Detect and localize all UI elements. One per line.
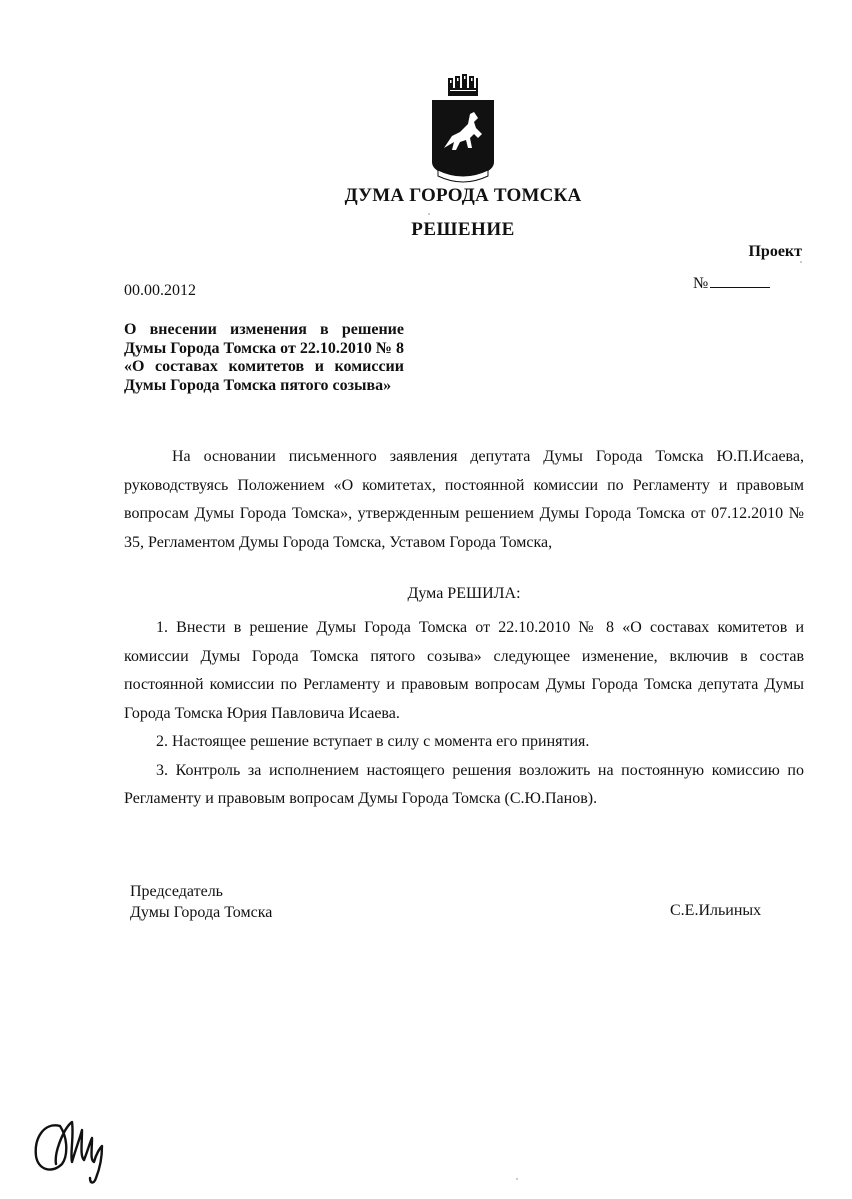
scan-speck (800, 261, 802, 263)
signatory-position-line2: Думы Города Томска (130, 904, 273, 921)
number-label: № (693, 275, 709, 292)
decision-heading: Дума РЕШИЛА: (407, 585, 521, 602)
document-type: РЕШЕНИЕ (411, 219, 515, 240)
scan-speck (428, 213, 430, 215)
organization-title: ДУМА ГОРОДА ТОМСКА (344, 185, 582, 206)
signatory-position (130, 881, 272, 923)
signatory-name: С.Е.Ильиных (670, 902, 762, 919)
document-date: 00.00.2012 (124, 282, 196, 299)
handwritten-signature (30, 1108, 120, 1188)
document-subject: О внесении изменения в решение Думы Города Томска от 22.10.2010 № 8 «О составах комитетов и комиссии Думы Города Томска пятого созыва» (124, 321, 404, 394)
number-blank-line (710, 272, 770, 288)
decision-item: 3. Контроль за исполнением настоящего решения возложить на постоянную комиссию по Регламенту и правовым вопросам Думы Города Томска (С.Ю.Панов). (124, 761, 804, 807)
decision-item: 2. Настоящее решение вступает в силу с момента его принятия. (156, 733, 590, 750)
decision-items (124, 614, 804, 814)
coat-of-arms-emblem (430, 74, 496, 186)
draft-status: Проект (748, 243, 802, 260)
scan-speck (516, 1178, 518, 1180)
signatory-position-line1: Председатель (130, 883, 223, 900)
preamble-paragraph: На основании письменного заявления депутата Думы Города Томска Ю.П.Исаева, руководствуясь Положением «О комитетах, постоянной комиссии по Регламенту и правовым вопросам Думы Города Томска», утвержденным решением Думы Города Томска от 07.12.2010 № 35, Регламентом Думы Города Томска, Уставом Города Томска, (124, 448, 804, 551)
document-number (693, 272, 770, 293)
decision-item: 1. Внести в решение Думы Города Томска от 22.10.2010 № 8 «О составах комитетов и комиссии Думы Города Томска пятого созыва» следующее изменение, включив в состав постоянной комиссии по Регламенту и правовым вопросам Думы Города Томска депутата Думы Города Томска Юрия Павловича Исаева. (124, 619, 804, 722)
